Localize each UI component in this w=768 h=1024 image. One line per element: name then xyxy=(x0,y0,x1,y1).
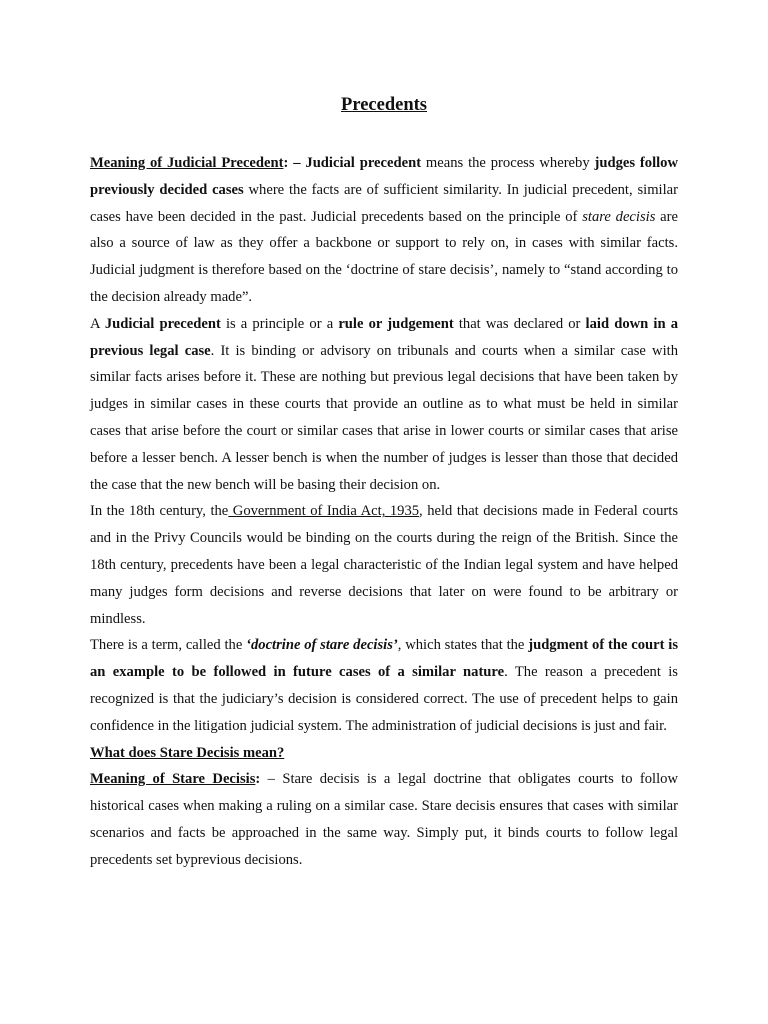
term-judicial-precedent: Judicial precedent xyxy=(305,155,422,171)
paragraph-history: In the 18th century, the Government of India Act, 1935, held that decisions made in Federal courts and in the Privy Councils would be binding on the courts during the reign of the British. Since the 18th century, precedents have been a legal characteristic of the Indian legal system and have helped many judges form decisions and reverse decisions that later on were found to be arbitrary or mindless. xyxy=(90,503,678,627)
document-title: Precedents xyxy=(341,95,427,115)
italic-stare-decisis: stare decisis xyxy=(582,208,656,225)
link-government-of-india-act[interactable]: Government of India Act, 1935 xyxy=(228,503,420,520)
paragraph-meaning-judicial-precedent: Meaning of Judicial Precedent: – Judicial precedent means the process whereby judges follow previously decided cases where the facts are of sufficient similarity. In judicial precedent, similar cases have been decided in the past. Judicial precedents based on the principle of stare decisis are also a source of law as they offer a backbone or support to rely on, in cases with similar facts. Judicial judgment is therefore based on the ‘doctrine of stare decisis’, namely to “stand according to the decision already made”. xyxy=(90,155,679,305)
heading-stare-decisis: What does Stare Decisis mean? xyxy=(90,744,285,761)
label-meaning-stare-decisis: Meaning of Stare Decisis xyxy=(90,771,256,788)
paragraph-meaning-stare-decisis: Meaning of Stare Decisis: – Stare decisis is a legal doctrine that obligates courts to follow historical cases when making a ruling on a similar case. Stare decisis ensures that cases with similar scenarios and facts be approached in the same way. Simply put, it binds courts to follow legal precedents set byprevious decisions. xyxy=(90,771,678,868)
paragraph-judicial-precedent-definition: A Judicial precedent is a principle or a rule or judgement that was declared or laid down in a previous legal case. It is binding or advisory on tribunals and courts when a similar case with similar facts arises before it. These are nothing but previous legal decisions that have been taken by judges in similar cases in these courts that provide an outline as to what must be held in similar cases that arise before the court or similar cases that arise in lower courts or similar cases that arise before a lesser bench. A lesser bench is when the number of judges is lesser than those that decided the case that the new bench will be basing their decision on. xyxy=(90,315,679,493)
paragraph-doctrine: There is a term, called the ‘doctrine of stare decisis’, which states that the judgment of the court is an example to be followed in future cases of a similar nature. The reason a precedent is recognized is that the judiciary’s decision is considered correct. The use of precedent helps to gain confidence in the litigation judicial system. The administration of judicial decisions is just and fair. xyxy=(90,637,678,734)
document-body xyxy=(90,150,678,874)
label-meaning-judicial-precedent: Meaning of Judicial Precedent xyxy=(90,155,284,171)
